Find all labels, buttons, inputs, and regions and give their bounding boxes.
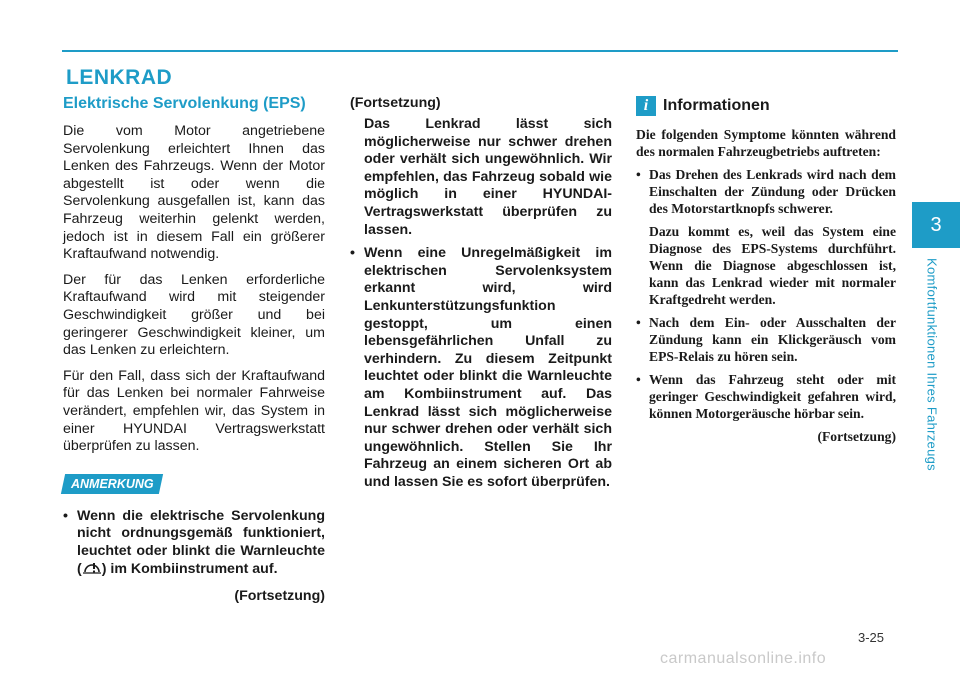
- page-number: 3-25: [858, 630, 885, 645]
- continued-label: (Fortsetzung): [234, 588, 325, 605]
- paragraph: Für den Fall, dass sich der Kraftaufwand für das Lenken bei normaler Fahrweise verändert, empfehlen wir, das System in einer HYUNDAI Vertragswerkstatt überprüfen zu lassen.: [63, 367, 325, 455]
- bullet-dot: •: [636, 315, 641, 330]
- note-label: ANMERKUNG: [71, 476, 154, 491]
- chapter-tab: 3: [912, 202, 960, 248]
- chapter-title-vertical: [922, 258, 942, 490]
- list-item: [636, 371, 896, 422]
- column-left: [63, 94, 325, 609]
- note-bullet-text: Wenn die elektrische Servolenkung nicht ordnungsgemäß funktioniert, leuchtet oder blinkt die Warnleuchte ( ) im Kombiinstrument auf.: [77, 508, 325, 581]
- info-title: Informationen: [663, 97, 770, 114]
- watermark: carmanualsonline.info: [660, 650, 827, 667]
- paragraph: Dazu kommt es, weil das System eine Diagnose des EPS-Systems durchführt. Wenn die Diagnose abgeschlossen ist, kann das Lenkrad wieder mit normaler Kraftgedreht werden.: [649, 224, 896, 307]
- list-item: [636, 314, 896, 365]
- note-bullet: [63, 508, 325, 581]
- steering-warning-icon: [82, 560, 102, 581]
- list-item-text: Das Drehen des Lenkrads wird nach dem Einschalten der Zündung oder Drücken des Motorstartknopfs schwerer.: [649, 167, 896, 216]
- list-item: [350, 245, 612, 491]
- bullet-dot: •: [636, 372, 641, 387]
- list-item: [636, 166, 896, 217]
- list-item-text: Wenn das Fahrzeug steht oder mit geringer Geschwindigkeit gefahren wird, können Motorgeräusche hörbar sein.: [649, 372, 896, 421]
- column-middle: [350, 94, 612, 497]
- info-heading: [636, 96, 896, 116]
- continued-label: (Fortsetzung): [817, 429, 896, 444]
- list-item-text: Nach dem Ein- oder Ausschalten der Zündung kann ein Klickgeräusch vom EPS-Relais zu hören sein.: [649, 315, 896, 364]
- continued-head: (Fortsetzung): [350, 95, 441, 111]
- bullet-dot: •: [636, 167, 641, 182]
- subhead-eps: Elektrische Servolenkung (EPS): [63, 95, 306, 112]
- paragraph: Die vom Motor angetriebene Servolenkung erleichtert Ihnen das Lenken des Fahrzeugs. Wenn der Motor abgestellt ist oder wenn die Servolenkung ausgefallen ist, kann das Fahrzeug weiterhin gelenkt werden, jedoch ist in diesem Fall ein größerer Kraftaufwand notwendig.: [63, 123, 325, 263]
- bullet-dot: •: [350, 245, 355, 262]
- top-rule: [62, 50, 898, 52]
- bullet-dot: •: [63, 507, 68, 524]
- chapter-title: Komfortfunktionen Ihres Fahrzeugs: [924, 258, 940, 471]
- paragraph: Die folgenden Symptome könnten während des normalen Fahrzeugbetriebs auftreten:: [636, 127, 896, 159]
- paragraph: Der für das Lenken erforderliche Kraftaufwand wird mit steigender Geschwindigkeit größer und bei geringerer Geschwindigkeit kleiner, um das Lenken zu erleichtern.: [63, 271, 325, 359]
- info-icon: i: [636, 96, 656, 116]
- section-title: LENKRAD: [66, 66, 173, 89]
- column-right: [636, 96, 896, 445]
- list-item-text: Wenn eine Unregelmäßigkeit im elektrischen Servolenksystem erkannt wird, wird Lenkunterstützungsfunktion gestoppt, um einen lebensgefährlichen Unfall zu verhindern. Zu diesem Zeitpunkt leuchtet oder blinkt die Warnleuchte am Kombiinstrument auf. Das Lenkrad lässt sich möglicherweise nur schwer drehen oder verhält sich ungewöhnlich. Stellen Sie Ihr Fahrzeug an einem sicheren Ort ab und lassen Sie es sofort überprüfen.: [364, 245, 612, 490]
- paragraph: Das Lenkrad lässt sich möglicherweise nur schwer drehen oder verhält sich ungewöhnlich. Wir empfehlen, das Fahrzeug sobald wie möglich in einer HYUNDAI-Vertragswerkstatt überprüfen zu lassen.: [364, 116, 612, 238]
- note-badge: [61, 474, 163, 494]
